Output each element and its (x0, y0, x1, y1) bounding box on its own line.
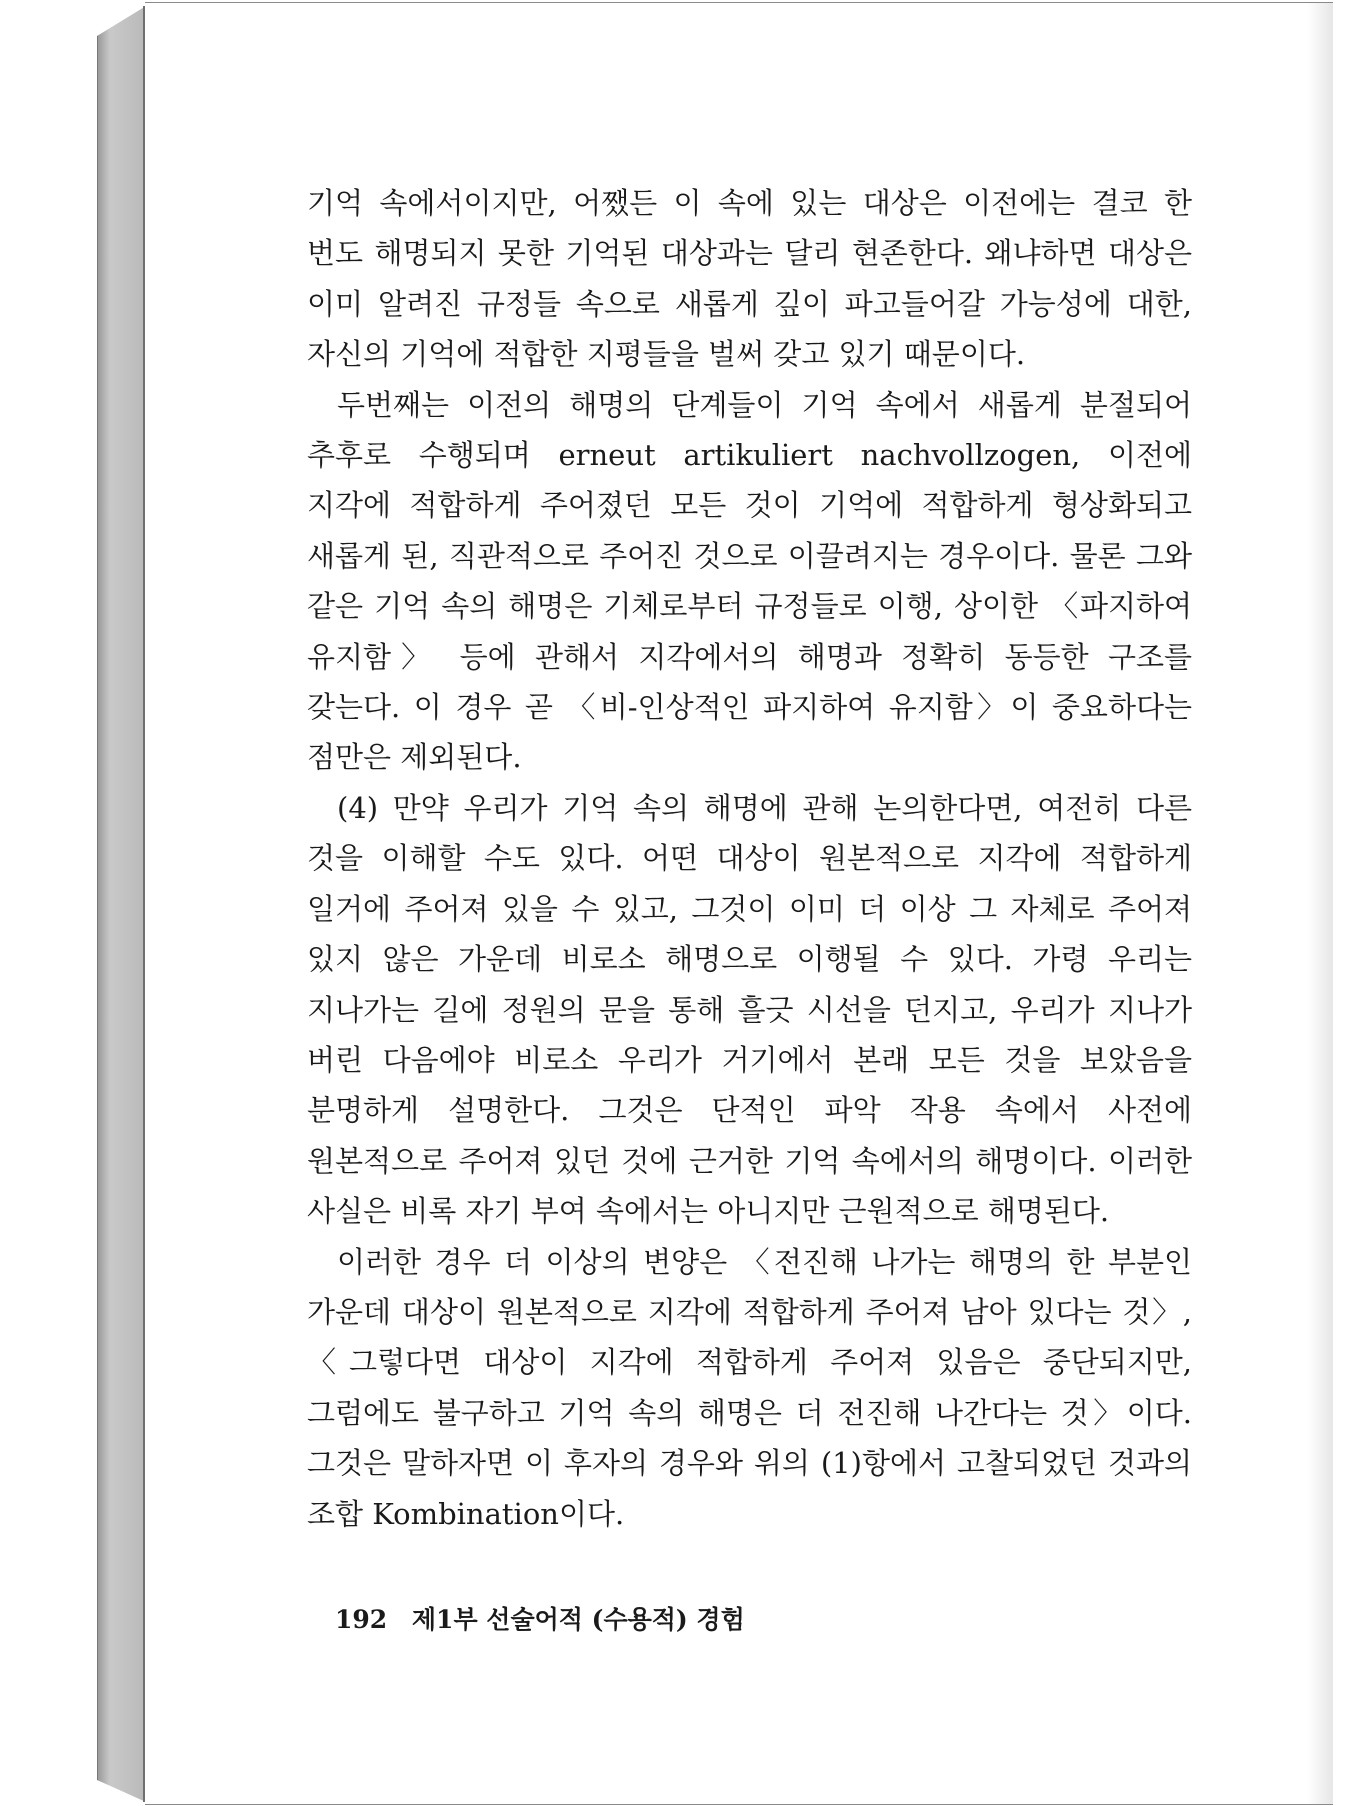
paragraph-3: (4) 만약 우리가 기억 속의 해명에 관해 논의한다면, 여전히 다른 것을 이해할 수도 있다. 어떤 대상이 원본적으로 지각에 적합하게 일거에 주어져 있을 수 있고, 그것이 이미 더 이상 그 자체로 주어져 있지 않은 가운데 비로소 해명으로 이행될 수 있다. 가령 우리는 지나가는 길에 정원의 문을 통해 흘긋 시선을 던지고, 우리가 지나가 버린 다음에야 비로소 우리가 거기에서 본래 모든 것을 보았음을 분명하게 설명한다. 그것은 단적인 파악 작용 속에서 사전에 원본적으로 주어져 있던 것에 근거한 기억 속에서의 해명이다. 이러한 사실은 비록 자기 부여 속에서는 아니지만 근원적으로 해명된다. (307, 790, 1192, 1229)
page-edge-shadow (1307, 3, 1333, 1804)
paragraph-2: 두번째는 이전의 해명의 단계들이 기억 속에서 새롭게 분절되어 추후로 수행되며 erneut artikuliert nachvollzogen, 이전에 지각에 적합하게 주어졌던 모든 것이 기억에 적합하게 형상화되고 새롭게 된, 직관적으로 주어진 것으로 이끌려지는 경우이다. 물론 그와 같은 기억 속의 해명은 기체로부터 규정들로 이행, 상이한 〈파지하여 유지함〉 등에 관해서 지각에서의 해명과 정확히 동등한 구조를 갖는다. 이 경우 곧 〈비-인상적인 파지하여 유지함〉이 중요하다는 점만은 제외된다. (307, 387, 1192, 775)
book-spine (97, 6, 146, 1802)
paragraph-4: 이러한 경우 더 이상의 변양은 〈전진해 나가는 해명의 한 부분인 가운데 대상이 원본적으로 지각에 적합하게 주어져 남아 있다는 것〉, 〈그렇다면 대상이 지각에 적합하게 주어져 있음은 중단되지만, 그럼에도 불구하고 기억 속의 해명은 더 전진해 나간다는 것〉이다. 그것은 말하자면 이 후자의 경우와 위의 (1)항에서 고찰되었던 것과의 조합 Kombination이다. (307, 1244, 1192, 1531)
page-number: 192 (335, 1605, 388, 1634)
page-body (307, 178, 1192, 1539)
paragraph-1: 기억 속에서이지만, 어쨌든 이 속에 있는 대상은 이전에는 결코 한 번도 해명되지 못한 기억된 대상과는 달리 현존한다. 왜냐하면 대상은 이미 알려진 규정들 속으로 새롭게 깊이 파고들어갈 가능성에 대한, 자신의 기억에 적합한 지평들을 벌써 갖고 있기 때문이다. (307, 186, 1192, 372)
running-title: 제1부 선술어적 (수용적) 경험 (411, 1605, 745, 1634)
page-footer (335, 1600, 745, 1636)
